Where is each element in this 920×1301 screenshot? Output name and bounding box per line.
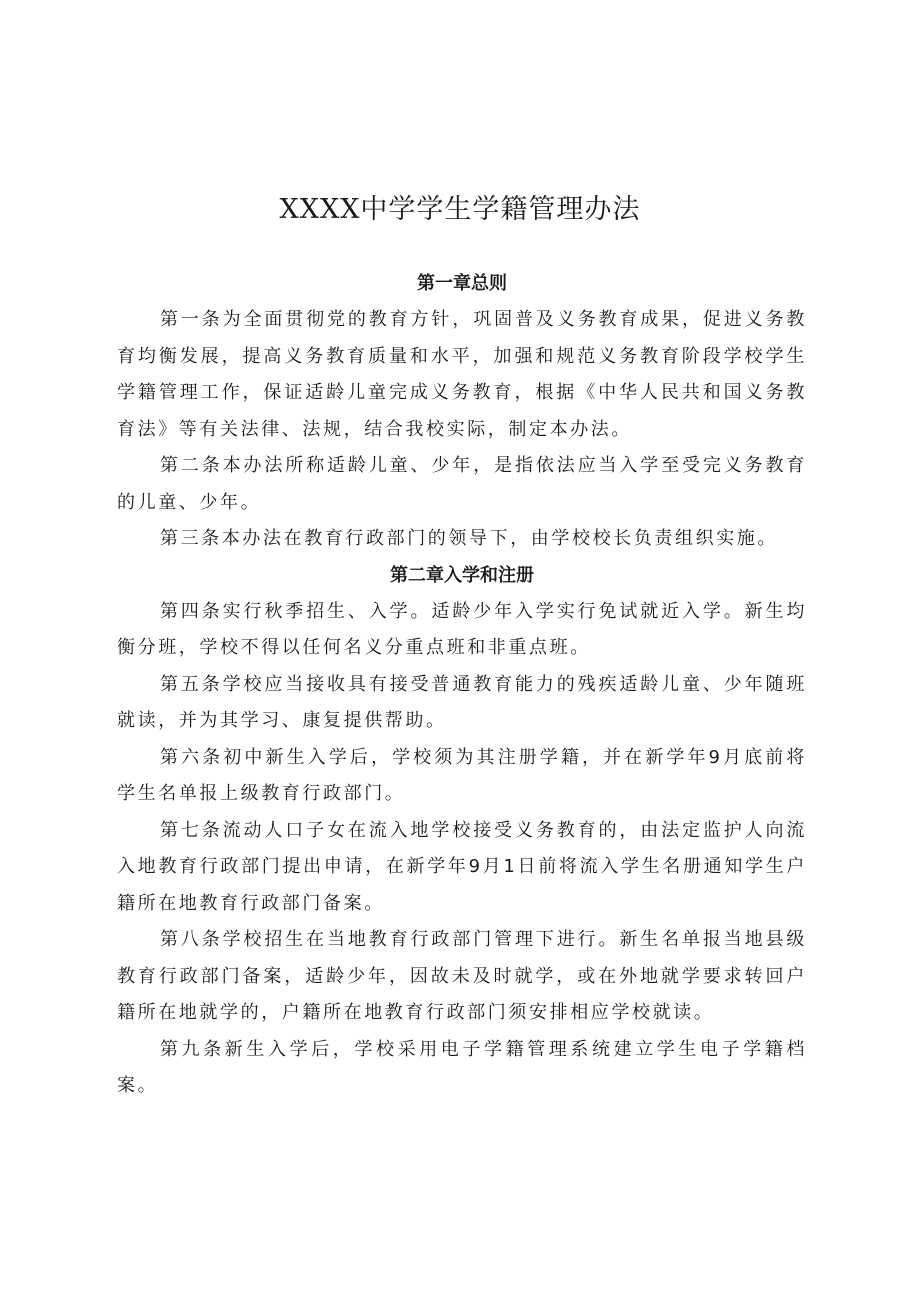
article-paragraph: 第五条学校应当接收具有接受普通教育能力的残疾适龄儿童、少年随班就读，并为其学习、康复提供帮助。 [117,673,807,731]
article-paragraph: 第三条本办法在教育行政部门的领导下，由学校校长负责组织实施。 [160,528,778,549]
document-body [117,266,807,1105]
chapter-heading: 第一章总则 [417,273,507,294]
chapter-heading: 第二章入学和注册 [390,564,534,586]
article-paragraph: 第七条流动人口子女在流入地学校接受义务教育的，由法定监护人向流入地教育行政部门提出申请，在新学年9月1日前将流入学生名册通知学生户籍所在地教育行政部门备案。 [117,819,807,914]
article-paragraph: 第一条为全面贯彻党的教育方针，巩固普及义务教育成果，促进义务教育均衡发展，提高义务教育质量和水平，加强和规范义务教育阶段学校学生学籍管理工作，保证适龄儿童完成义务教育，根据《中华人民共和国义务教育法》等有关法律、法规，结合我校实际，制定本办法。 [117,309,807,440]
article-paragraph: 第四条实行秋季招生、入学。适龄少年入学实行免试就近入学。新生均衡分班，学校不得以任何名义分重点班和非重点班。 [117,600,807,658]
article-paragraph: 第二条本办法所称适龄儿童、少年，是指依法应当入学至受完义务教育的儿童、少年。 [117,455,807,513]
article-paragraph: 第八条学校招生在当地教育行政部门管理下进行。新生名单报当地县级教育行政部门备案，适龄少年，因故未及时就学，或在外地就学要求转回户籍所在地就学的，户籍所在地教育行政部门须安排相应学校就读。 [117,929,807,1023]
article-paragraph: 第六条初中新生入学后，学校须为其注册学籍，并在新学年9月底前将学生名单报上级教育行政部门。 [117,746,807,804]
document-title: XXXX中学学生学籍管理办法 [279,194,641,225]
article-paragraph: 第九条新生入学后，学校采用电子学籍管理系统建立学生电子学籍档案。 [117,1038,807,1096]
